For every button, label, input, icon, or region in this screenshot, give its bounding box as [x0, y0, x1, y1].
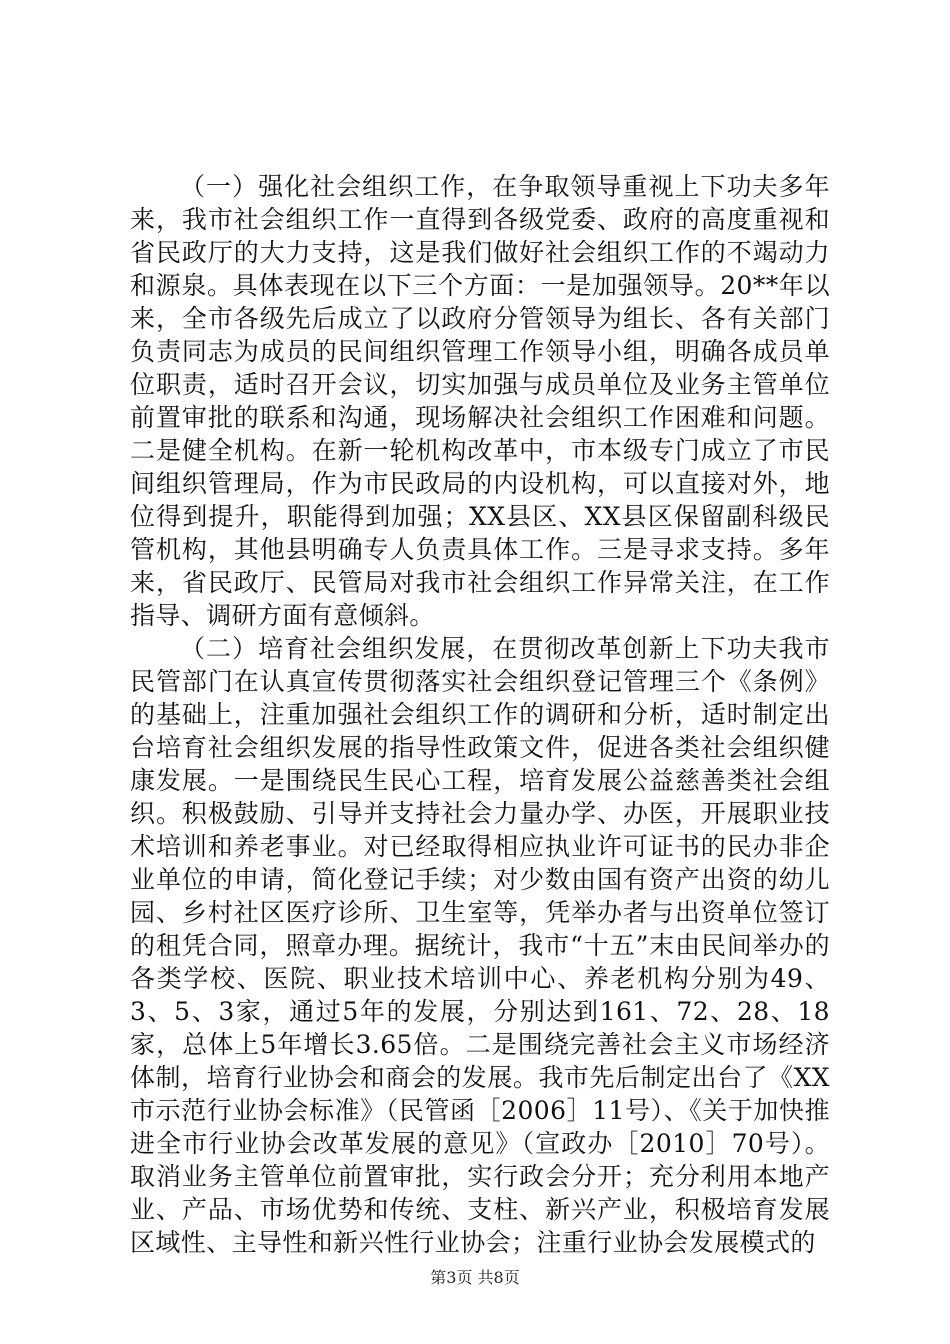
paragraph-1: （一）强化社会组织工作，在争取领导重视上下功夫多年来，我市社会组织工作一直得到各级党委、政府的高度重视和省民政厅的大力支持，这是我们做好社会组织工作的不竭动力和源泉。具体表现在以下三个方面：一是加强领导。20**年以来，全市各级先后成立了以政府分管领导为组长、各有关部门负责同志为成员的民间组织管理工作领导小组，明确各成员单位职责，适时召开会议，切实加强与成员单位及业务主管单位前置审批的联系和沟通，现场解决社会组织工作困难和问题。二是健全机构。在新一轮机构改革中，市本级专门成立了市民间组织管理局，作为市民政局的内设机构，可以直接对外，地位得到提升，职能得到加强；XX县区、XX县区保留副科级民管机构，其他县明确专人负责具体工作。三是寻求支持。多年来，省民政厅、民管局对我市社会组织工作异常关注，在工作指导、调研方面有意倾斜。	[130, 172, 830, 630]
paragraph-2: （二）培育社会组织发展，在贯彻改革创新上下功夫我市民管部门在认真宣传贯彻落实社会组织登记管理三个《条例》的基础上，注重加强社会组织工作的调研和分析，适时制定出台培育社会组织发展的指导性政策文件，促进各类社会组织健康发展。一是围绕民生民心工程，培育发展公益慈善类社会组织。积极鼓励、引导并支持社会力量办学、办医，开展职业技术培训和养老事业。对已经取得相应执业许可证书的民办非企业单位的申请，简化登记手续；对少数由国有资产出资的幼儿园、乡村社区医疗诊所、卫生室等，凭举办者与出资单位签订的租凭合同，照章办理。据统计，我市“十五”末由民间举办的各类学校、医院、职业技术培训中心、养老机构分别为49、3、5、3家，通过5年的发展，分别达到161、72、28、18家，总体上5年增长3.65倍。二是围绕完善社会主义市场经济体制，培育行业协会和商会的发展。我市先后制定出台了《XX市示范行业协会标准》（民管函［2006］11号）、《关于加快推进全市行业协会改革发展的意见》（宣政办［2010］70号）。取消业务主管单位前置审批，实行政会分开；充分利用本地产业、产品、市场优势和传统、支柱、新兴产业，积极培育发展区域性、主导性和新兴性行业协会；注重行业协会发展模式的	[130, 634, 830, 1257]
document-body	[130, 170, 830, 1259]
page-footer: 第3页 共8页	[430, 1268, 520, 1287]
